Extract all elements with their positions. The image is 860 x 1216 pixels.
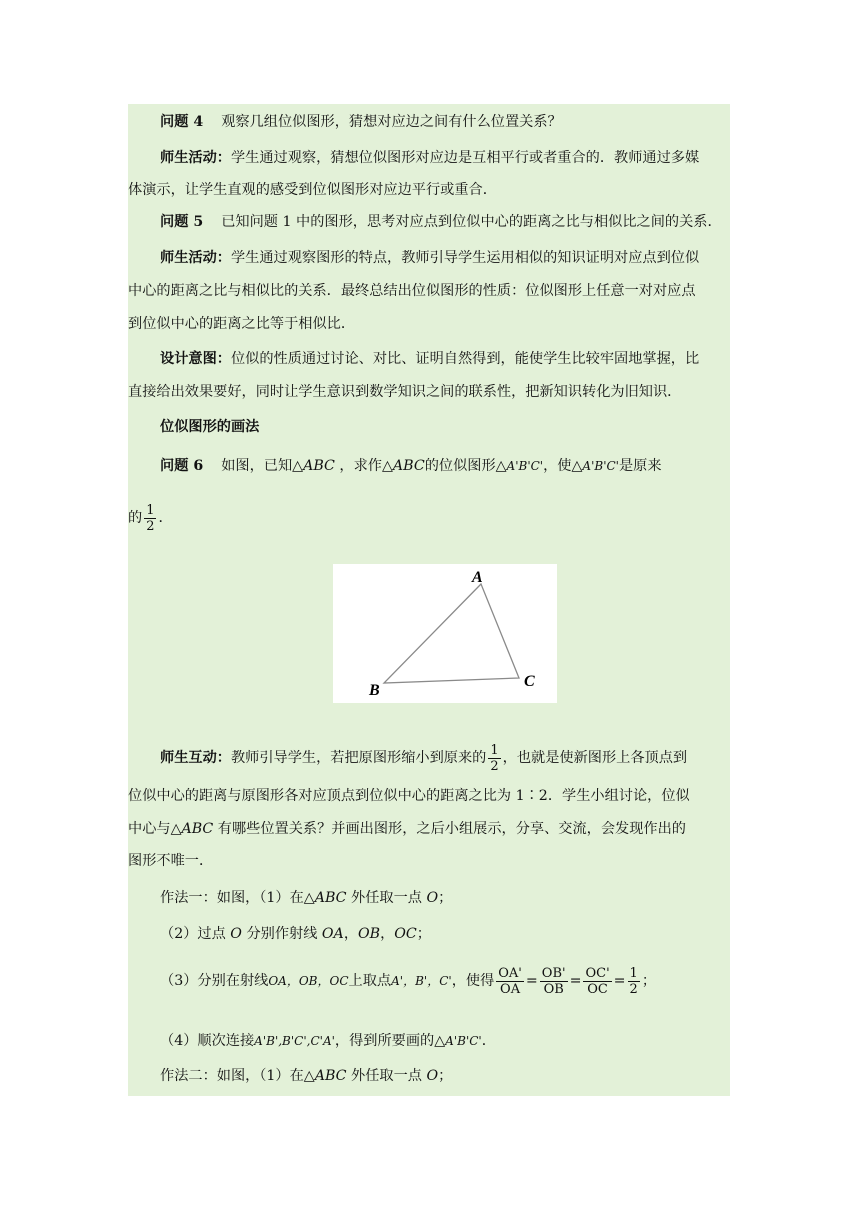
vertex-c-label: C	[524, 673, 535, 690]
interaction-line-2: 位似中心的距离与原图形各对应顶点到位似中心的距离之比为 1∶2．学生小组讨论，位似	[128, 788, 690, 804]
activity-2-line-2: 中心的距离之比与相似比的关系．最终总结出位似图形的性质：位似图形上任意一对对应点	[128, 283, 696, 299]
text: ，也就是使新图形上各顶点到	[502, 750, 688, 766]
question-label: 问题 6	[160, 458, 204, 474]
method-1-step-4	[128, 1025, 730, 1057]
design-line-2: 直接给出效果要好，同时让学生意识到数学知识之间的联系性，把新知识转化为旧知识．	[128, 384, 682, 400]
text: 教师引导学生，若把原图形缩小到原来的	[230, 750, 487, 766]
denominator: OB	[543, 981, 564, 997]
activity-label: 师生活动：	[160, 150, 231, 166]
question-6-line-2	[128, 498, 730, 538]
method-1-step-3	[128, 959, 730, 1003]
denominator: OC	[587, 981, 608, 997]
text: ；	[438, 1068, 453, 1084]
denominator: OA	[500, 981, 521, 997]
denominator: 2	[629, 981, 638, 997]
numerator: 1	[146, 502, 155, 518]
equals-sign: =	[613, 973, 626, 989]
text: 外任取一点	[351, 1068, 422, 1084]
interaction-line-1	[128, 738, 730, 778]
content-panel	[128, 104, 730, 1096]
equals-sign: =	[525, 973, 538, 989]
method-1-step-1	[128, 882, 730, 914]
design-line-1	[128, 343, 730, 375]
fraction-oa	[496, 966, 524, 997]
numerator: OC'	[585, 965, 610, 981]
text: （4）顺次连接	[160, 1033, 255, 1049]
text: 分别作射线	[246, 926, 318, 942]
math-abc: ABC	[303, 458, 335, 474]
math-o: O	[426, 1068, 439, 1084]
activity-1-line-1	[128, 142, 730, 174]
numerator: OB'	[541, 965, 566, 981]
fraction-half	[628, 966, 640, 997]
text: ．	[158, 510, 173, 526]
text: ，使得	[451, 973, 495, 989]
math-prime: A'B'C'	[582, 459, 619, 473]
text: ；	[641, 973, 657, 989]
math-points: A'，B'，C'	[391, 974, 452, 988]
interaction-label: 师生互动：	[160, 750, 231, 766]
section-heading: 位似图形的画法	[160, 419, 260, 435]
text: ，求作△	[339, 458, 393, 474]
text: ，使△	[543, 458, 583, 474]
text: 作法二：如图，（1）在△	[160, 1068, 315, 1084]
text: ．	[481, 1033, 496, 1049]
numerator: 1	[629, 965, 638, 981]
text: 是原来	[618, 458, 662, 474]
question-5	[128, 206, 730, 238]
activity-1-line-2: 体演示，让学生直观的感受到位似图形对应边平行或重合．	[128, 182, 497, 198]
denominator: 2	[490, 758, 499, 774]
text: 中心与△	[128, 821, 182, 837]
math-prime: A'B'C'	[506, 459, 544, 473]
interaction-line-4: 图形不唯一．	[128, 853, 214, 869]
triangle-abc	[384, 584, 519, 683]
activity-label: 师生活动：	[160, 250, 231, 266]
math-oc: OC	[394, 926, 417, 942]
question-6-line-1	[128, 450, 730, 482]
fraction-half	[488, 743, 500, 774]
question-text: 观察几组位似图形，猜想对应边之间有什么位置关系？	[221, 114, 562, 130]
fraction-oc	[583, 966, 611, 997]
text: 位似的性质通过讨论、对比、证明自然得到，能使学生比较牢固地掌握，比	[230, 351, 700, 367]
math-o: O	[230, 926, 242, 942]
triangle-svg	[333, 564, 557, 703]
text: ，	[343, 926, 359, 942]
text: ，得到所要画的△	[334, 1033, 446, 1049]
text: 学生通过观察，猜想位似图形对应边是互相平行或者重合的．教师通过多媒	[230, 150, 700, 166]
text: 上取点	[348, 973, 392, 989]
text: 有哪些位置关系？并画出图形，之后小组展示，分享、交流，会发现作出的	[217, 821, 686, 837]
question-label: 问题 4	[160, 114, 204, 130]
math-ob: OB	[358, 926, 381, 942]
fraction-half	[144, 503, 156, 534]
question-text: 已知问题 1 中的图形，思考对应点到位似中心的距离之比与相似比之间的关系．	[221, 214, 722, 230]
text: ；	[438, 890, 453, 906]
math-rays: OA，OB，OC	[268, 974, 349, 988]
method-2-step-1	[128, 1060, 730, 1092]
text: （2）过点	[160, 926, 226, 942]
activity-2-line-3: 到位似中心的距离之比等于相似比．	[128, 316, 356, 332]
math-o: O	[426, 890, 439, 906]
interaction-line-3	[128, 813, 730, 845]
activity-2-line-1	[128, 242, 730, 274]
math-oa: OA	[321, 926, 344, 942]
vertex-b-label: B	[369, 682, 380, 699]
text: 的位似图形△	[424, 458, 507, 474]
math-abc: ABC	[181, 821, 214, 837]
fraction-ob	[540, 966, 568, 997]
vertex-a-label: A	[472, 569, 483, 586]
math-abc: ABC	[314, 890, 347, 906]
question-label: 问题 5	[160, 214, 204, 230]
numerator: OA'	[498, 965, 522, 981]
text: 作法一：如图，（1）在△	[160, 890, 315, 906]
numerator: 1	[490, 742, 499, 758]
math-abc: ABC	[314, 1068, 347, 1084]
text: 如图，已知△	[221, 458, 304, 474]
text: 外任取一点	[351, 890, 422, 906]
text: ，	[380, 926, 395, 942]
math-prime: A'B'C'	[445, 1034, 482, 1048]
text: 学生通过观察图形的特点，教师引导学生运用相似的知识证明对应点到位似	[230, 250, 700, 266]
equals-sign: =	[569, 973, 582, 989]
denominator: 2	[146, 518, 155, 534]
triangle-figure	[333, 564, 557, 703]
math-segments: A'B',B'C',C'A'	[254, 1034, 335, 1048]
text: （3）分别在射线	[160, 973, 269, 989]
question-4	[128, 106, 730, 138]
math-abc: ABC	[392, 458, 425, 474]
text: 的	[128, 510, 143, 526]
method-1-step-2	[128, 918, 730, 950]
design-label: 设计意图：	[160, 351, 231, 367]
text: ；	[416, 926, 431, 942]
